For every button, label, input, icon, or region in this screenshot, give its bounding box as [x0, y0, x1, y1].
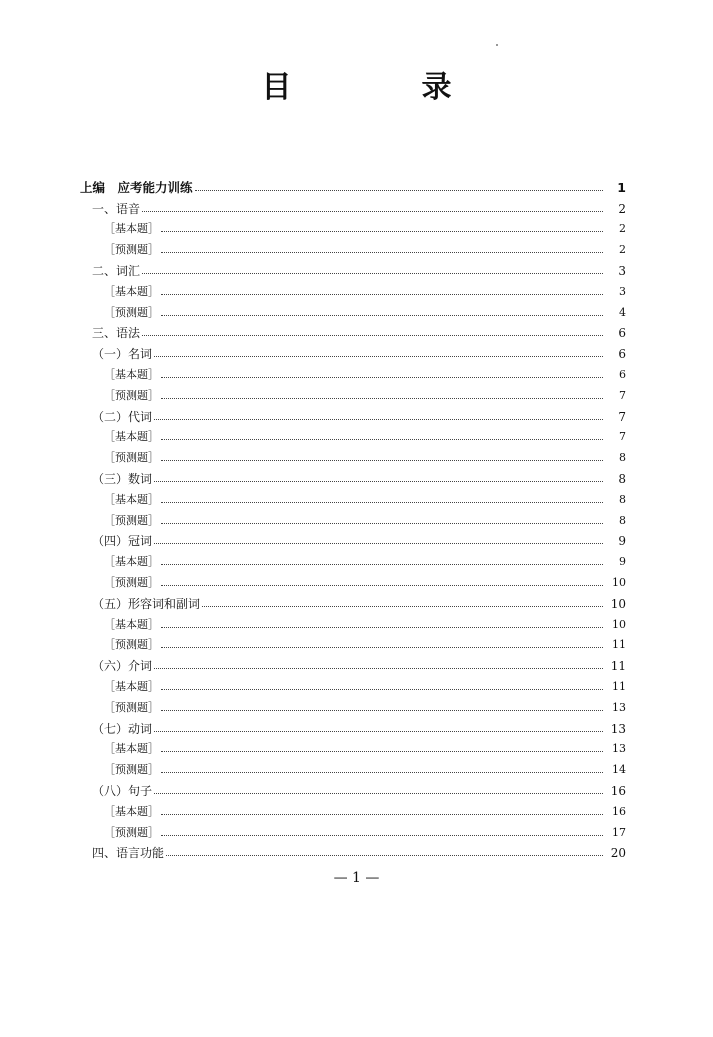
dot-leader [161, 502, 603, 503]
toc-entry-page: 2 [619, 243, 626, 257]
toc-entry-label: ［基本题］ [104, 492, 159, 506]
dot-leader [161, 460, 603, 461]
toc-entry-label: 四、语言功能 [92, 846, 165, 861]
toc-entry[interactable] [80, 590, 626, 611]
toc-entry[interactable] [80, 174, 626, 195]
toc-entry-label: （四）冠词 [92, 534, 153, 549]
dot-leader [161, 710, 603, 711]
toc-entry-page: 9 [618, 534, 626, 549]
dot-leader [161, 523, 603, 524]
toc-entry[interactable] [80, 195, 626, 216]
dot-leader [154, 668, 603, 669]
dot-leader [161, 585, 603, 586]
toc-entry-page: 11 [612, 679, 626, 693]
toc-entry-label: （二）代词 [92, 409, 153, 424]
toc-entry-label: ［预测题］ [104, 451, 159, 465]
toc-entry[interactable] [80, 715, 626, 736]
toc-entry[interactable] [80, 340, 626, 361]
dot-leader [154, 731, 603, 732]
toc-entry-page: 11 [610, 659, 626, 674]
toc-entry-label: （五）形容词和副词 [92, 596, 201, 611]
dot-leader [161, 564, 603, 565]
toc-entry-label: （一）名词 [92, 347, 153, 362]
toc-entry-page: 10 [612, 617, 626, 631]
toc-entry-label: ［预测题］ [104, 243, 159, 257]
dot-leader [142, 211, 603, 212]
toc-entry[interactable] [80, 465, 626, 486]
toc-entry-page: 7 [619, 388, 626, 402]
toc-entry-page: 16 [612, 804, 626, 818]
toc-entry[interactable] [80, 444, 626, 465]
toc-entry-page: 13 [612, 742, 626, 756]
dot-leader [166, 855, 603, 856]
toc-entry-page: 1 [617, 179, 626, 195]
dot-leader [161, 294, 603, 295]
toc-entry-label: ［预测题］ [104, 513, 159, 527]
dot-leader [161, 398, 603, 399]
dot-leader [161, 377, 603, 378]
toc-entry-label: ［基本题］ [104, 367, 159, 381]
toc-entry-page: 7 [618, 409, 626, 424]
toc-entry[interactable] [80, 320, 626, 341]
toc-entry-page: 10 [610, 596, 626, 611]
toc-entry-label: ［基本题］ [104, 679, 159, 693]
toc-entry-label: ［基本题］ [104, 617, 159, 631]
toc-entry-page: 16 [610, 783, 626, 798]
dot-leader [161, 647, 603, 648]
dot-leader [161, 231, 603, 232]
toc-entry[interactable] [80, 548, 626, 569]
toc-entry[interactable] [80, 403, 626, 424]
toc-entry-page: 14 [612, 763, 626, 777]
toc-entry[interactable] [80, 632, 626, 653]
dot-leader [154, 481, 603, 482]
scan-speck [496, 44, 498, 46]
toc-entry[interactable] [80, 611, 626, 632]
toc-entry-page: 6 [618, 326, 626, 341]
toc-entry-label: ［基本题］ [104, 742, 159, 756]
dot-leader [161, 772, 603, 773]
dot-leader [142, 335, 603, 336]
toc-entry[interactable] [80, 819, 626, 840]
toc-entry[interactable] [80, 756, 626, 777]
toc-entry[interactable] [80, 652, 626, 673]
toc-entry-label: ［预测题］ [104, 763, 159, 777]
toc-entry[interactable] [80, 361, 626, 382]
toc-entry[interactable] [80, 257, 626, 278]
page-title: 目 录 [261, 70, 502, 105]
toc-entry-page: 6 [618, 347, 626, 362]
dot-leader [154, 543, 603, 544]
toc-entry-page: 17 [612, 825, 626, 839]
toc-entry[interactable] [80, 840, 626, 861]
toc-entry-page: 3 [618, 263, 626, 278]
toc-entry-label: （三）数词 [92, 471, 153, 486]
toc-entry[interactable] [80, 236, 626, 257]
dot-leader [161, 439, 603, 440]
toc-entry[interactable] [80, 798, 626, 819]
toc-entry[interactable] [80, 673, 626, 694]
toc-entry-label: 三、语法 [92, 326, 141, 341]
toc-entry[interactable] [80, 486, 626, 507]
toc-entry-page: 9 [619, 555, 626, 569]
dot-leader [154, 419, 603, 420]
toc-entry[interactable] [80, 299, 626, 320]
toc-entry[interactable] [80, 694, 626, 715]
dot-leader [161, 835, 603, 836]
toc-entry-label: （八）句子 [92, 783, 153, 798]
toc-entry-page: 11 [612, 638, 626, 652]
toc-entry-page: 3 [619, 284, 626, 298]
toc-entry[interactable] [80, 507, 626, 528]
toc-entry-page: 20 [610, 846, 626, 861]
dot-leader [161, 627, 603, 628]
toc-entry-page: 8 [619, 492, 626, 506]
page-number-footer: — 1 — [333, 870, 380, 886]
toc-entry-page: 6 [619, 367, 626, 381]
toc-entry-page: 13 [612, 700, 626, 714]
toc-entry-label: ［基本题］ [104, 430, 159, 444]
toc-entry-label: ［预测题］ [104, 305, 159, 319]
toc-entry-label: ［预测题］ [104, 388, 159, 402]
toc-entry-page: 8 [619, 451, 626, 465]
toc-entry-label: 上编 应考能力训练 [80, 179, 193, 195]
toc-entry-page: 2 [618, 201, 626, 216]
toc-entry-label: （七）动词 [92, 721, 153, 736]
dot-leader [195, 190, 603, 191]
dot-leader [154, 356, 603, 357]
toc-entry-label: ［预测题］ [104, 638, 159, 652]
toc-entry-page: 4 [619, 305, 626, 319]
table-of-contents [80, 174, 626, 860]
toc-entry-page: 7 [619, 430, 626, 444]
dot-leader [161, 814, 603, 815]
toc-entry-label: ［基本题］ [104, 222, 159, 236]
toc-entry[interactable] [80, 216, 626, 237]
toc-entry[interactable] [80, 777, 626, 798]
toc-entry-page: 10 [612, 575, 626, 589]
dot-leader [202, 606, 603, 607]
toc-entry-page: 2 [619, 222, 626, 236]
toc-entry[interactable] [80, 569, 626, 590]
dot-leader [161, 252, 603, 253]
dot-leader [161, 689, 603, 690]
toc-entry-label: ［预测题］ [104, 700, 159, 714]
dot-leader [161, 751, 603, 752]
toc-entry-label: ［基本题］ [104, 555, 159, 569]
toc-entry-page: 8 [619, 513, 626, 527]
toc-entry[interactable] [80, 278, 626, 299]
dot-leader [161, 315, 603, 316]
toc-entry-page: 13 [610, 721, 626, 736]
toc-entry[interactable] [80, 382, 626, 403]
dot-leader [142, 273, 603, 274]
toc-entry-label: 二、词汇 [92, 263, 141, 278]
toc-entry[interactable] [80, 528, 626, 549]
toc-entry-label: ［预测题］ [104, 575, 159, 589]
toc-entry[interactable] [80, 736, 626, 757]
toc-entry-label: ［基本题］ [104, 284, 159, 298]
toc-entry-label: ［预测题］ [104, 825, 159, 839]
toc-entry-label: ［基本题］ [104, 804, 159, 818]
toc-entry-page: 8 [618, 471, 626, 486]
toc-entry-label: （六）介词 [92, 659, 153, 674]
toc-entry[interactable] [80, 424, 626, 445]
dot-leader [154, 793, 603, 794]
toc-entry-label: 一、语音 [92, 201, 141, 216]
